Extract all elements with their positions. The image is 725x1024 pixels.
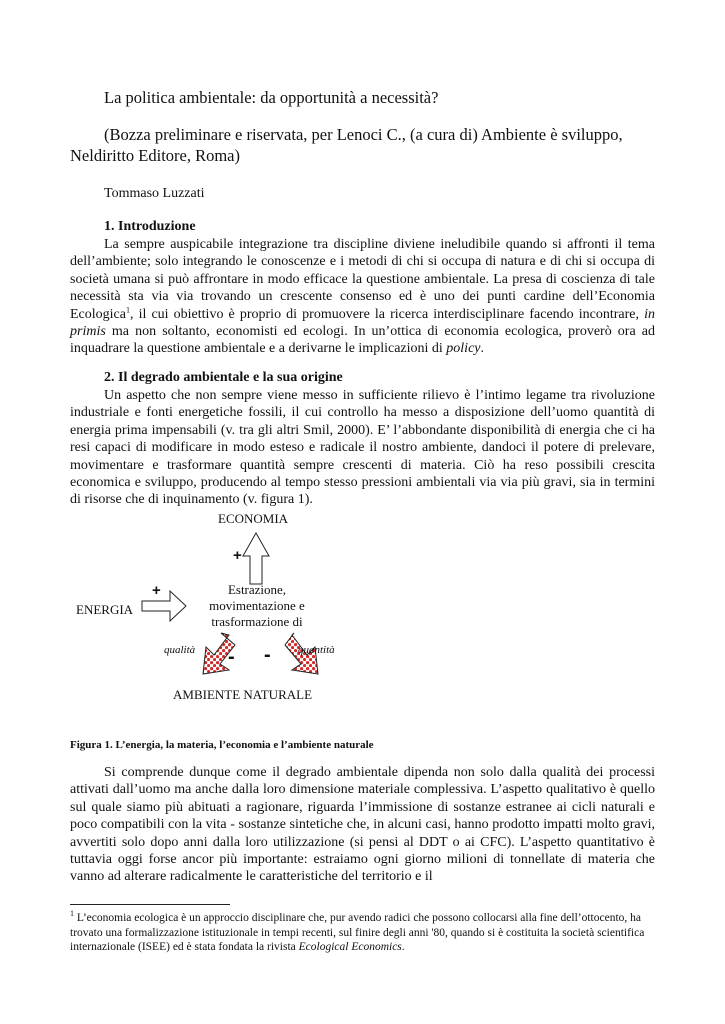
footnote-divider [70, 904, 230, 905]
italic-run: policy [446, 341, 481, 357]
figure-1-caption: Figura 1. L’energia, la materia, l’economia e l’ambiente naturale [70, 739, 374, 751]
label-qualita: qualità [164, 644, 196, 656]
text-run: . [401, 941, 405, 953]
minus-sign-right: - [264, 644, 271, 666]
node-ambiente: AMBIENTE NATURALE [173, 687, 313, 702]
text-run: L’economia ecologica è un approccio disciplinare che, pur avendo radici che possono collocarsi alla fine dell’ottocento, ha trovato una formalizzazione istituzionale in tempi recenti, sul finire degli anni '80, quando si è costituita la società scientifica internazionale (ISEE) ed è stata fondata la rivista [70, 912, 645, 953]
section-1-heading: 1. Introduzione [104, 219, 196, 234]
plus-sign-left: + [152, 582, 161, 599]
arrow-energy-right [142, 591, 186, 621]
footnote-ref[interactable]: 1 [125, 304, 130, 314]
text-run: . [480, 341, 485, 357]
section-2-paragraph: Un aspetto che non sempre viene messo in sufficiente rilievo è l’intimo legame tra rivoluzione industriale e fonti energetiche fossili, il cui controllo ha messo a disposizione dell’uomo quantità di energia prima impensabili (v. tra gli altri Smil, 2000). E’ l’abbondante disponibilità di energia che ci ha resi capaci di modificare in modo esteso e radicale il nostro ambiente, dandoci il potere di prelevare, movimentare e trasformare quantità sempre crescenti di materia. Ciò ha reso possibili crescita economica e sviluppo, producendo al tempo stesso pressioni ambientali via via più gravi, sia in termini di risorse che di inquinamento (v. figura 1). [70, 388, 655, 508]
figure-1 [60, 505, 460, 735]
paragraph-3: Si comprende dunque come il degrado ambientale dipenda non solo dalla qualità dei processi attivati dall’uomo ma anche dalla loro dimensione materiale complessiva. L’aspetto qualitativo è quello sul quale siamo più abituati a ragionare, riguarda l’immissione di sostanze estranee ai cicli naturali e poco compatibili con la vita - sostanze sintetiche che, in alcuni casi, hanno prodotto impatti molto gravi, avvertiti solo dopo anni dalla loro utilizzazione (si pensi al DDT o ai CFC). L’aspetto quantitativo è tuttavia oggi forse ancor più importante: estraiamo ogni giorno milioni di tonnellate di materia che vanno ad alterare radicalmente le caratteristiche del territorio e il [70, 765, 655, 885]
arrow-up-to-economy [243, 533, 269, 584]
node-energia: ENERGIA [76, 602, 134, 617]
document-title: La politica ambientale: da opportunità a necessità? [104, 88, 439, 107]
footnote-number: 1 [70, 909, 74, 919]
minus-sign-left: - [228, 646, 235, 668]
section-1-paragraph [70, 236, 655, 358]
text-run: ma non soltanto, economisti ed ecologi. In un’ottica di economia ecologica, proverò ora ad inquadrare la questione ambientale e a derivarne le implicazioni di [70, 324, 655, 357]
plus-sign-top: + [233, 547, 242, 564]
section-2-heading: 2. Il degrado ambientale e la sua origine [104, 370, 343, 385]
node-economia: ECONOMIA [218, 511, 289, 526]
node-processes-line: movimentazione e [209, 598, 305, 613]
author: Tommaso Luzzati [104, 186, 205, 201]
node-processes-line: Estrazione, [227, 582, 287, 597]
italic-run: in primis [70, 306, 655, 340]
journal-title: Ecological Economics [298, 941, 402, 953]
label-quantita: quantità [298, 644, 335, 656]
node-processes [192, 582, 322, 630]
document-subtitle-line1: (Bozza preliminare e riservata, per Lenoci C., (a cura di) Ambiente è sviluppo, [104, 125, 623, 144]
document-subtitle-line2: Neldiritto Editore, Roma) [70, 146, 241, 165]
text-run: , il cui obiettivo è proprio di promuovere la ricerca interdisciplinare facendo incontrare, [129, 306, 645, 322]
text-run: La sempre auspicabile integrazione tra discipline diviene ineludibile quando si affronti il tema dell’ambiente; solo integrando le conoscenze e i metodi di chi si occupa di natura e di chi si occupa di società umana si può affrontare in modo efficace la questione ambientale. La presa di coscienza di tale necessità sta via via trovando un crescente consenso ed è uno dei punti cardine dell’Economia Ecologica [70, 237, 655, 322]
node-processes-line: trasformazione di [211, 614, 303, 629]
footnote-1 [70, 911, 655, 955]
